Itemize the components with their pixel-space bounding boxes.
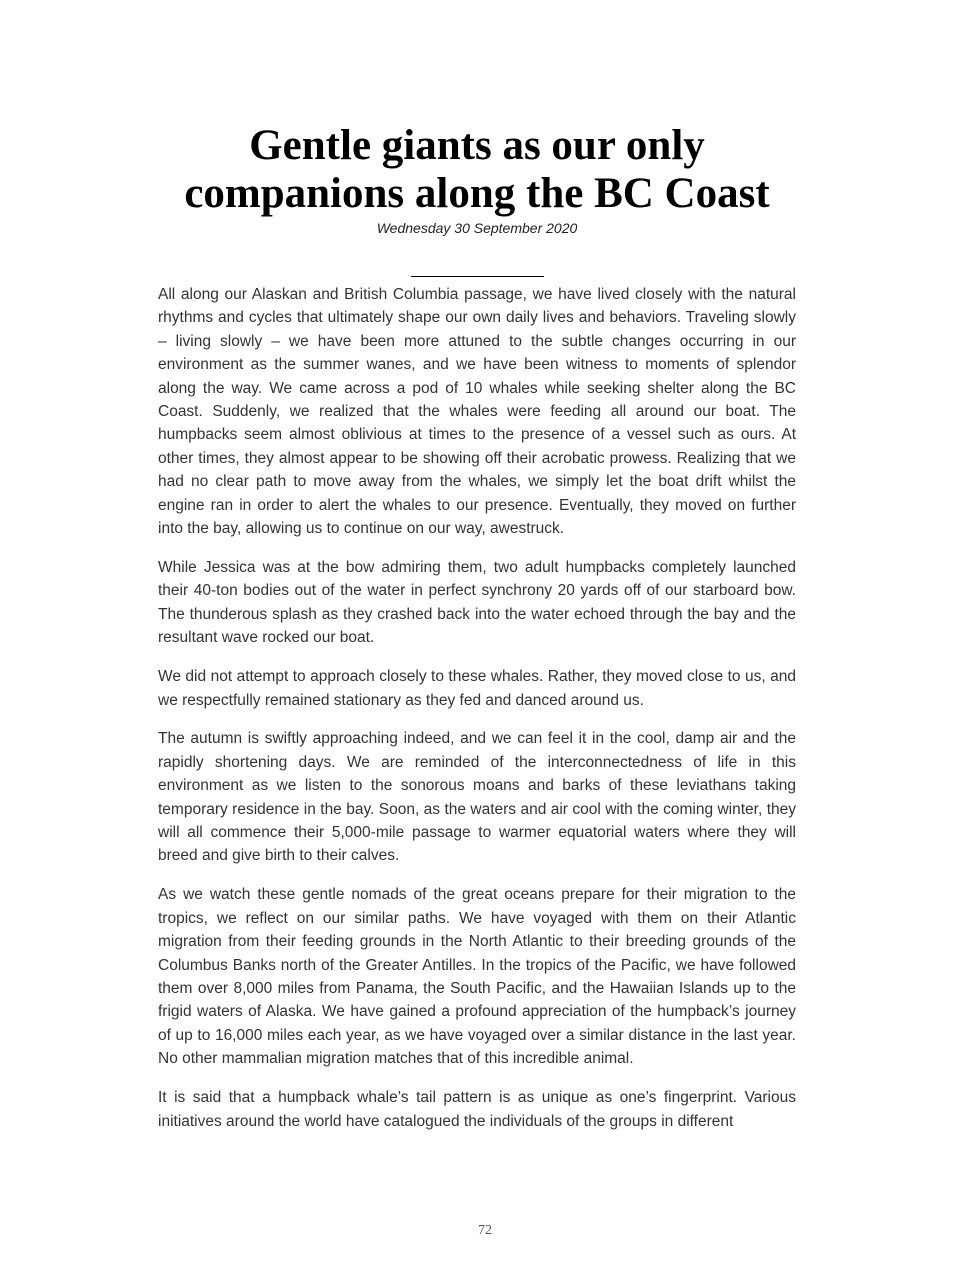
article-title-line-1: Gentle giants as our only — [249, 122, 705, 169]
article-body — [158, 283, 796, 1148]
paragraph-2: While Jessica was at the bow admiring them, two adult humpbacks completely launched their 40-ton bodies out of the water in perfect synchrony 20 yards off of our starboard bow. The thunderous splash as they crashed back into the water echoed through the bay and the resultant wave rocked our boat. — [158, 558, 796, 647]
paragraph-1: All along our Alaskan and British Columbia passage, we have lived closely with the natural rhythms and cycles that ultimately shape our own daily lives and behaviors. Traveling slowly – living slowly – we have been more attuned to the subtle changes occurring in our environment as the summer wanes, and we have been witness to moments of splendor along the way. We came across a pod of 10 whales while seeking shelter along the BC Coast. Suddenly, we realized that the whales were feeding all around our boat. The humpbacks seem almost oblivious at times to the presence of a vessel such as ours. At other times, they almost appear to be showing off their acrobatic prowess. Realizing that we had no clear path to move away from the whales, we simply let the boat drift whilst the engine ran in order to alert the whales to our presence. Eventually, they moved on further into the bay, allowing us to continue on our way, awestruck. — [158, 286, 796, 538]
paragraph-4: The autumn is swiftly approaching indeed, and we can feel it in the cool, damp air and the rapidly shortening days. We are reminded of the interconnectedness of life in this environment as we listen to the sonorous moans and barks of these leviathans taking temporary residence in the bay. Soon, as the waters and air cool with the coming winter, they will all commence their 5,000-mile passage to warmer equatorial waters where they will breed and give birth to their calves. — [158, 730, 796, 865]
title-divider — [411, 276, 544, 277]
article-title-line-2: companions along the BC Coast — [184, 170, 770, 217]
paragraph-5: As we watch these gentle nomads of the great oceans prepare for their migration to the tropics, we reflect on our similar paths. We have voyaged with them on their Atlantic migration from their feeding grounds in the North Atlantic to their breeding grounds of the Columbus Banks north of the Greater Antilles. In the tropics of the Pacific, we have followed them over 8,000 miles from Panama, the South Pacific, and the Hawaiian Islands up to the frigid waters of Alaska. We have gained a profound appreciation of the humpback’s journey of up to 16,000 miles each year, as we have voyaged over a similar distance in the last year. No other mammalian migration matches that of this incredible animal. — [158, 886, 796, 1068]
article-title — [100, 122, 854, 218]
paragraph-3: We did not attempt to approach closely to these whales. Rather, they moved close to us, and we respectfully remained stationary as they fed and danced around us. — [158, 668, 796, 709]
article-date: Wednesday 30 September 2020 — [376, 220, 578, 236]
paragraph-6: It is said that a humpback whale’s tail pattern is as unique as one’s fingerprint. Various initiatives around the world have catalogued the individuals of the groups in different — [158, 1089, 796, 1130]
page-number: 72 — [478, 1223, 492, 1238]
